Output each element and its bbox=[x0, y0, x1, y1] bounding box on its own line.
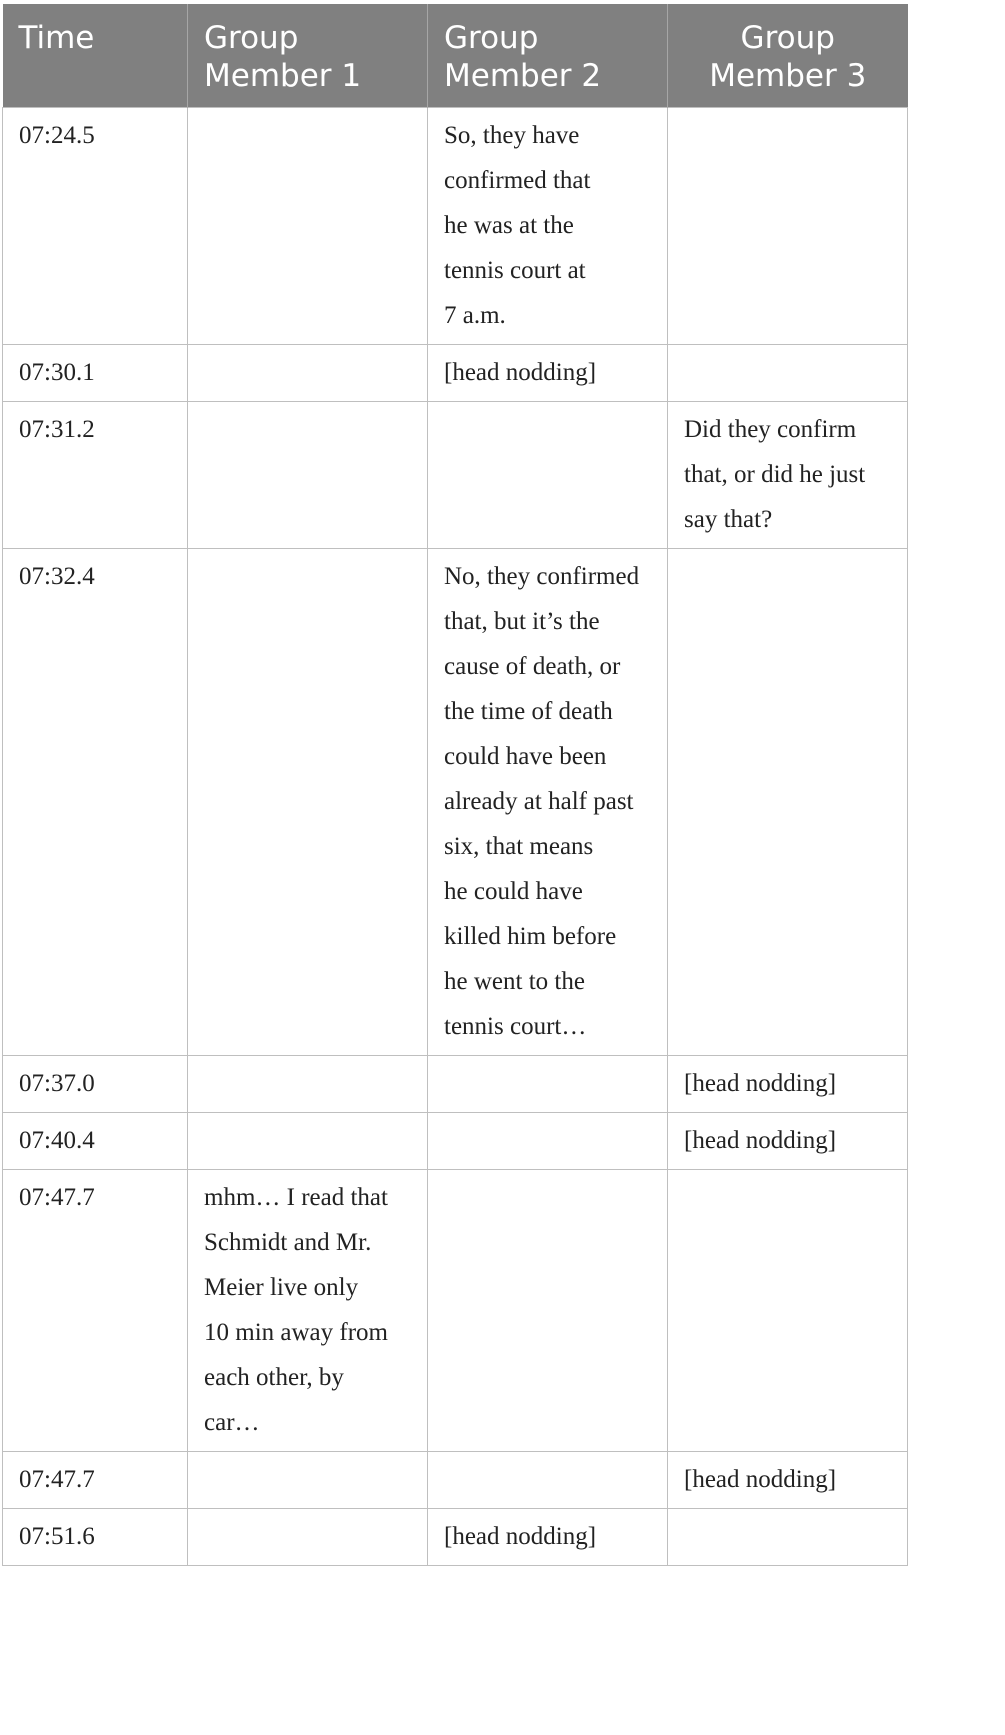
table-body bbox=[3, 108, 908, 1566]
utterance-line: [head nodding] bbox=[684, 1070, 837, 1097]
member-1-cell bbox=[188, 549, 428, 1056]
member-3-cell bbox=[668, 108, 908, 345]
utterance-line: the time of death bbox=[444, 698, 613, 725]
member-3-cell bbox=[668, 345, 908, 402]
utterance-line: that, but it’s the bbox=[444, 608, 600, 635]
header-member-2 bbox=[428, 4, 668, 108]
utterance-line: each other, by bbox=[204, 1364, 344, 1391]
utterance-line: [head nodding] bbox=[684, 1466, 837, 1493]
utterance-line: could have been bbox=[444, 743, 607, 770]
header-label-line: Member 2 bbox=[444, 58, 602, 94]
utterance-line: he went to the bbox=[444, 968, 585, 995]
time-cell: 07:51.6 bbox=[3, 1509, 188, 1566]
member-3-cell bbox=[668, 1170, 908, 1452]
utterance-line: Meier live only bbox=[204, 1274, 359, 1301]
utterance-line: No, they confirmed bbox=[444, 563, 640, 590]
table-row bbox=[3, 549, 908, 1056]
member-1-cell bbox=[188, 1452, 428, 1509]
table-row bbox=[3, 1509, 908, 1566]
member-3-cell bbox=[668, 1113, 908, 1170]
time-cell: 07:40.4 bbox=[3, 1113, 188, 1170]
table-header bbox=[3, 4, 908, 108]
utterance-line: Did they confirm bbox=[684, 416, 857, 443]
header-row bbox=[3, 4, 908, 108]
transcript-table bbox=[2, 4, 908, 1566]
member-2-cell bbox=[428, 402, 668, 549]
utterance-line: already at half past bbox=[444, 788, 634, 815]
member-1-cell bbox=[188, 1509, 428, 1566]
table-row bbox=[3, 345, 908, 402]
table-row bbox=[3, 1113, 908, 1170]
member-2-cell bbox=[428, 345, 668, 402]
time-cell: 07:47.7 bbox=[3, 1170, 188, 1452]
utterance-line: Schmidt and Mr. bbox=[204, 1229, 372, 1256]
member-3-cell bbox=[668, 1056, 908, 1113]
member-3-cell bbox=[668, 549, 908, 1056]
time-cell: 07:32.4 bbox=[3, 549, 188, 1056]
header-label-line: Group bbox=[204, 20, 299, 56]
utterance-line: say that? bbox=[684, 506, 773, 533]
member-2-cell bbox=[428, 1509, 668, 1566]
utterance-line: he could have bbox=[444, 878, 583, 905]
header-member-3 bbox=[668, 4, 908, 108]
utterance-line: [head nodding] bbox=[444, 1523, 597, 1550]
table-row bbox=[3, 108, 908, 345]
table-row bbox=[3, 1452, 908, 1509]
member-2-cell bbox=[428, 1056, 668, 1113]
time-cell: 07:37.0 bbox=[3, 1056, 188, 1113]
utterance-line: [head nodding] bbox=[444, 359, 597, 386]
table-row bbox=[3, 402, 908, 549]
header-label-line: Member 1 bbox=[204, 58, 362, 94]
utterance-line: six, that means bbox=[444, 833, 594, 860]
utterance-line: 7 a.m. bbox=[444, 302, 506, 329]
utterance-line: cause of death, or bbox=[444, 653, 621, 680]
utterance-line: car… bbox=[204, 1409, 260, 1436]
member-2-cell bbox=[428, 549, 668, 1056]
table-row bbox=[3, 1056, 908, 1113]
utterance-line: that, or did he just bbox=[684, 461, 866, 488]
member-3-cell bbox=[668, 402, 908, 549]
member-2-cell bbox=[428, 1170, 668, 1452]
utterance-line: tennis court at bbox=[444, 257, 586, 284]
member-1-cell bbox=[188, 345, 428, 402]
header-label-line: Group bbox=[740, 20, 835, 56]
time-cell: 07:47.7 bbox=[3, 1452, 188, 1509]
header-label-line: Time bbox=[18, 20, 95, 56]
utterance-line: So, they have bbox=[444, 122, 580, 149]
member-3-cell bbox=[668, 1509, 908, 1566]
member-1-cell bbox=[188, 1113, 428, 1170]
utterance-line: killed him before bbox=[444, 923, 617, 950]
table-row bbox=[3, 1170, 908, 1452]
utterance-line: 10 min away from bbox=[204, 1319, 388, 1346]
member-3-cell bbox=[668, 1452, 908, 1509]
member-2-cell bbox=[428, 1113, 668, 1170]
member-1-cell bbox=[188, 1056, 428, 1113]
utterance-line: confirmed that bbox=[444, 167, 591, 194]
utterance-line: he was at the bbox=[444, 212, 574, 239]
time-cell: 07:31.2 bbox=[3, 402, 188, 549]
utterance-line: mhm… I read that bbox=[204, 1184, 388, 1211]
member-2-cell bbox=[428, 1452, 668, 1509]
header-label-line: Group bbox=[444, 20, 539, 56]
time-cell: 07:30.1 bbox=[3, 345, 188, 402]
header-member-1 bbox=[188, 4, 428, 108]
member-1-cell bbox=[188, 1170, 428, 1452]
member-2-cell bbox=[428, 108, 668, 345]
header-label-line: Member 3 bbox=[709, 58, 867, 94]
header-time bbox=[3, 4, 188, 108]
member-1-cell bbox=[188, 108, 428, 345]
member-1-cell bbox=[188, 402, 428, 549]
utterance-line: tennis court… bbox=[444, 1013, 587, 1040]
time-cell: 07:24.5 bbox=[3, 108, 188, 345]
utterance-line: [head nodding] bbox=[684, 1127, 837, 1154]
